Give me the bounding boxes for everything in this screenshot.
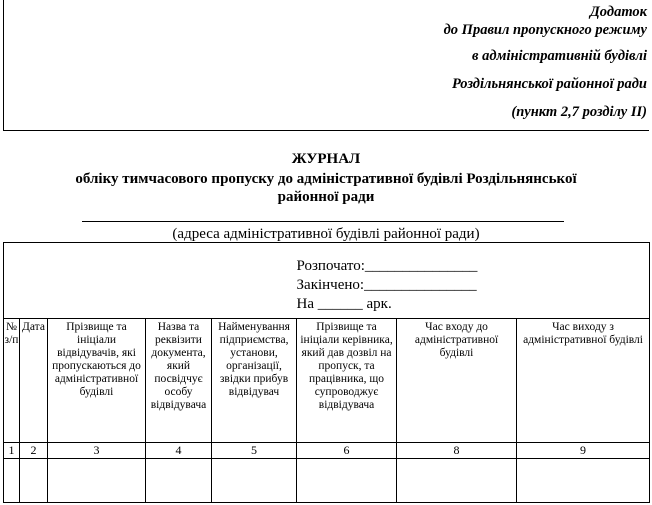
sheets-field: На ______ арк. <box>296 296 392 312</box>
col-number: 2 <box>20 443 48 459</box>
table-cell <box>48 459 146 503</box>
table-cell <box>4 459 20 503</box>
control-block <box>297 243 650 319</box>
col-header-organization: Найменування підприємства, установи, організації, звідки прибув відвідувач <box>212 319 297 443</box>
col-header-visitor: Прізвище та ініціали відвідувачів, які пропускаються до адміністративної будівлі <box>48 319 146 443</box>
table-row <box>4 459 650 503</box>
journal-title: ЖУРНАЛ <box>291 151 361 167</box>
journal-subtitle-line1: обліку тимчасового пропуску до адміністративної будівлі Роздільнянської <box>75 171 577 187</box>
col-header-document: Назва та реквізити документа, який посвідчує особу відвідувача <box>146 319 212 443</box>
appendix-label: Додаток <box>589 4 647 20</box>
col-number: 3 <box>48 443 146 459</box>
appendix-council: Роздільнянської районної ради <box>451 76 647 92</box>
column-number-row <box>4 443 650 459</box>
col-header-authorizer: Прізвище та ініціали керівника, який дав дозвіл на пропуск, та працівника, що супроводжує відвідувача <box>297 319 397 443</box>
table-cell <box>20 459 48 503</box>
control-row <box>4 243 650 319</box>
journal-subtitle-line2: районної ради <box>277 189 375 205</box>
table-cell <box>297 459 397 503</box>
col-number: 1 <box>4 443 20 459</box>
table-cell <box>517 459 650 503</box>
table-cell <box>212 459 297 503</box>
table-header-row <box>4 319 650 443</box>
table-cell <box>397 459 517 503</box>
appendix-building: в адміністративній будівлі <box>472 48 647 64</box>
address-caption: (адреса адміністративної будівлі районної ради) <box>172 226 480 242</box>
col-number: 9 <box>517 443 650 459</box>
appendix-rules: до Правил пропускного режиму <box>443 22 647 38</box>
table-cell <box>146 459 212 503</box>
col-header-number: № з/п <box>4 319 20 443</box>
col-number: 6 <box>297 443 397 459</box>
journal-table <box>3 242 650 503</box>
finished-field: Закінчено:_______________ <box>296 277 477 293</box>
col-header-exit-time: Час виходу з адміністративної будівлі <box>517 319 650 443</box>
control-blank <box>4 243 297 319</box>
col-number: 5 <box>212 443 297 459</box>
col-header-date: Дата <box>20 319 48 443</box>
address-underline <box>82 221 564 222</box>
col-number: 8 <box>397 443 517 459</box>
col-number: 4 <box>146 443 212 459</box>
col-header-entry-time: Час входу до адміністративної будівлі <box>397 319 517 443</box>
appendix-header <box>3 0 649 131</box>
appendix-clause: (пункт 2,7 розділу ІІ) <box>511 104 647 120</box>
started-field: Розпочато:_______________ <box>296 258 478 274</box>
